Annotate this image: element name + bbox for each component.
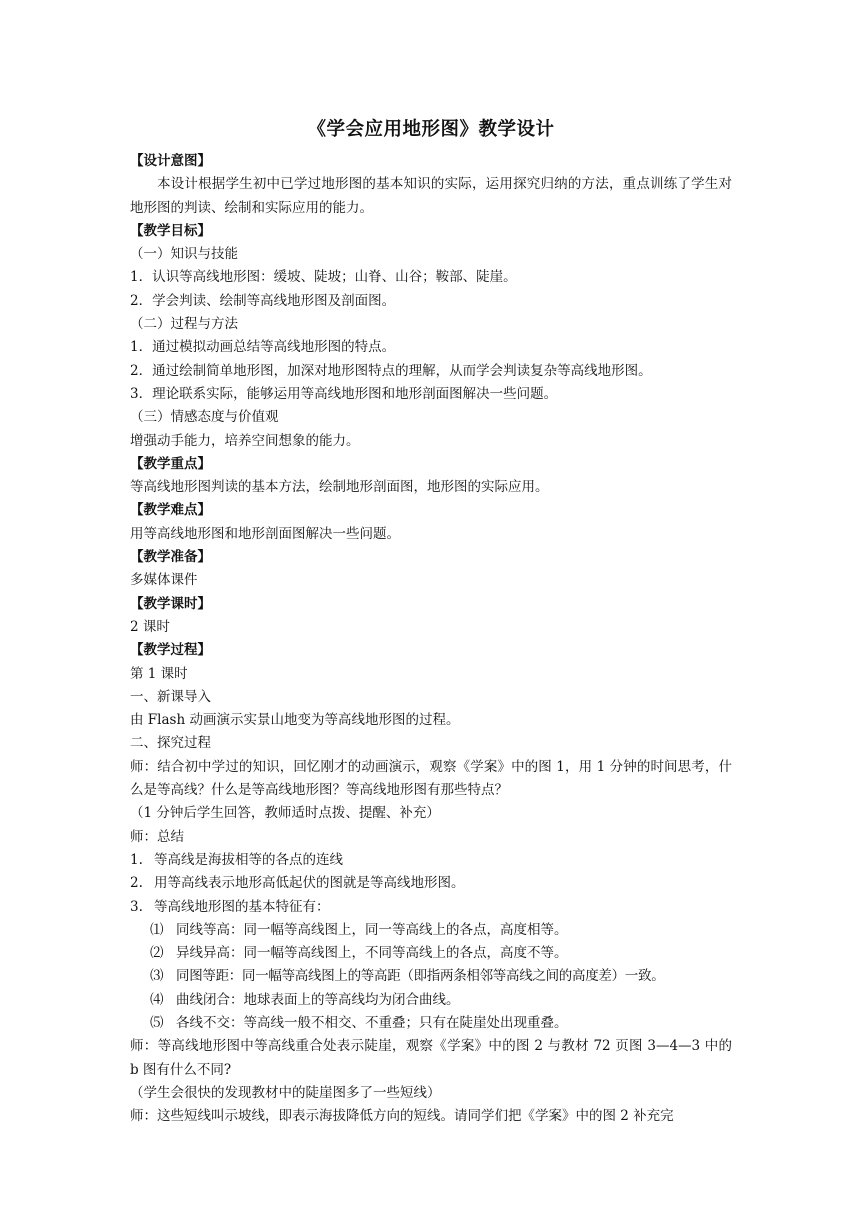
feature-number: ⑶ bbox=[150, 968, 164, 985]
feature-text: 异线异高：同一幅等高线图上，不同等高线上的各点，高度不等。 bbox=[176, 945, 568, 962]
difficulties-text: 用等高线地形图和地形剖面图解决一些问题。 bbox=[130, 525, 400, 542]
feature-item bbox=[130, 965, 732, 988]
key-points-heading: 【教学重点】 bbox=[130, 455, 211, 472]
objective-part2-title: （二）过程与方法 bbox=[130, 316, 238, 333]
lesson-label: 第 1 课时 bbox=[130, 665, 188, 682]
student-note: （1 分钟后学生回答，教师适时点拨、提醒、补充） bbox=[130, 805, 440, 822]
cliff-note: （学生会很快的发现教材中的陡崖图多了一些短线） bbox=[130, 1084, 441, 1101]
objective-item: 2．学会判读、绘制等高线地形图及剖面图。 bbox=[130, 292, 396, 309]
feature-item bbox=[130, 1012, 732, 1035]
preparation-heading: 【教学准备】 bbox=[130, 549, 211, 566]
hours-heading: 【教学课时】 bbox=[130, 595, 211, 612]
intro-title: 一、新课导入 bbox=[130, 688, 211, 705]
teacher-question: 师：结合初中学过的知识，回忆刚才的动画演示，观察《学案》中的图 1，用 1 分钟的时间思考，什么是等高线？什么是等高线地形图？等高线地形图有那些特点？ bbox=[130, 758, 732, 799]
summary-item-text: 用等高线表示地形高低起伏的图就是等高线地形图。 bbox=[154, 875, 465, 892]
feature-item bbox=[130, 942, 732, 965]
slope-line-text: 师：这些短线叫示坡线，即表示海拔降低方向的短线。请同学们把《学案》中的图 2 补充完 bbox=[130, 1108, 674, 1125]
feature-text: 同线等高：同一幅等高线图上，同一等高线上的各点，高度相等。 bbox=[176, 921, 568, 938]
objective-item: 2．通过绘制简单地形图，加深对地形图特点的理解，从而学会判读复杂等高线地形图。 bbox=[130, 362, 652, 379]
feature-number: ⑵ bbox=[150, 945, 164, 962]
document-page bbox=[130, 116, 732, 1128]
summary-item-number: 3. bbox=[130, 898, 143, 915]
summary-item bbox=[130, 872, 732, 895]
objective-item: 3．理论联系实际，能够运用等高线地形图和地形剖面图解决一些问题。 bbox=[130, 385, 558, 402]
summary-item-text: 等高线地形图的基本特征有： bbox=[154, 898, 330, 915]
design-intent-text: 本设计根据学生初中已学过地形图的基本知识的实际，运用探究归纳的方法，重点训练了学生对地形图的判读、绘制和实际应用的能力。 bbox=[130, 176, 732, 216]
key-points-text: 等高线地形图判读的基本方法，绘制地形剖面图，地形图的实际应用。 bbox=[130, 479, 549, 496]
objective-item: 1．认识等高线地形图：缓坡、陡坡；山脊、山谷；鞍部、陡崖。 bbox=[130, 269, 517, 286]
difficulties-heading: 【教学难点】 bbox=[130, 502, 211, 519]
design-intent-heading: 【设计意图】 bbox=[130, 153, 211, 169]
hours-text: 2 课时 bbox=[130, 618, 170, 635]
summary-item-text: 等高线是海拔相等的各点的连线 bbox=[154, 851, 343, 868]
feature-text: 各线不交：等高线一般不相交、不重叠；只有在陡崖处出现重叠。 bbox=[176, 1014, 568, 1031]
document-title: 《学会应用地形图》教学设计 bbox=[307, 119, 555, 140]
feature-item bbox=[130, 919, 732, 942]
process-heading: 【教学过程】 bbox=[130, 642, 211, 659]
summary-item bbox=[130, 849, 732, 872]
explore-title: 二、探究过程 bbox=[130, 735, 211, 752]
objective-item: 1．通过模拟动画总结等高线地形图的特点。 bbox=[130, 339, 396, 356]
feature-text: 同图等距：同一幅等高线图上的等高距（即指两条相邻等高线之间的高度差）一致。 bbox=[176, 968, 665, 985]
objective-part1-title: （一）知识与技能 bbox=[130, 246, 238, 263]
objective-item: 增强动手能力，培养空间想象的能力。 bbox=[130, 432, 360, 449]
summary-item-number: 1. bbox=[130, 851, 143, 868]
intro-text: 由 Flash 动画演示实景山地变为等高线地形图的过程。 bbox=[130, 712, 460, 729]
objectives-heading: 【教学目标】 bbox=[130, 222, 211, 239]
feature-number: ⑸ bbox=[150, 1014, 164, 1031]
summary-item bbox=[130, 896, 732, 919]
preparation-text: 多媒体课件 bbox=[130, 572, 198, 589]
feature-item bbox=[130, 989, 732, 1012]
cliff-question: 师：等高线地形图中等高线重合处表示陡崖，观察《学案》中的图 2 与教材 72 页图 3—4—3 中的 b 图有什么不同? bbox=[130, 1038, 732, 1078]
summary-label: 师：总结 bbox=[130, 828, 184, 845]
objective-part3-title: （三）情感态度与价值观 bbox=[130, 409, 279, 426]
summary-item-number: 2. bbox=[130, 875, 143, 892]
feature-number: ⑴ bbox=[150, 921, 164, 938]
feature-number: ⑷ bbox=[150, 991, 164, 1008]
feature-text: 曲线闭合：地球表面上的等高线均为闭合曲线。 bbox=[176, 991, 460, 1008]
